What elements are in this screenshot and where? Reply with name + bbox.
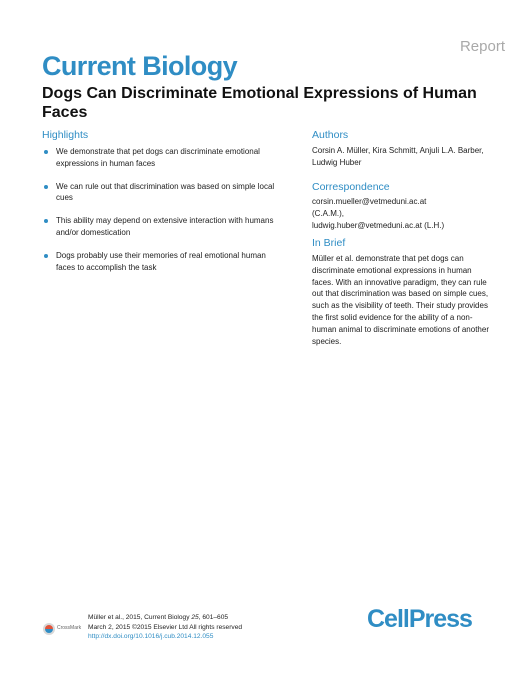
citation-line: [88, 613, 308, 623]
correspondence-heading: Correspondence: [312, 181, 390, 193]
bullet-icon: [44, 150, 48, 154]
correspondence-initials: (C.A.M.),: [312, 208, 344, 218]
doi-link[interactable]: http://dx.doi.org/10.1016/j.cub.2014.12.055: [88, 633, 214, 641]
email-link[interactable]: ludwig.huber@vetmeduni.ac.at (L.H.): [312, 220, 445, 230]
citation-block: [88, 613, 308, 642]
correspondence-block: [312, 196, 492, 231]
date-rights: March 2, 2015 ©2015 Elsevier Ltd All rights reserved: [88, 623, 243, 631]
highlights-heading: Highlights: [42, 129, 89, 141]
crossmark-label: CrossMark: [57, 625, 82, 631]
bullet-icon: [44, 219, 48, 223]
authors-heading: Authors: [312, 129, 349, 141]
in-brief-text: Müller et al. demonstrate that pet dogs can discriminate emotional expressions in human faces. With an innovative paradigm, they can rule out that discrimination was based on simple cues, such as the visibility of teeth. Their study provides the first solid evidence for the ability of a non-human animal to discriminate emotions of another species.: [312, 254, 489, 346]
highlight-item: [42, 146, 287, 170]
highlights-list: [42, 146, 287, 284]
bullet-icon: [44, 185, 48, 189]
crossmark-logo[interactable]: [42, 618, 86, 640]
citation-prefix: Müller et al., 2015, Current Biology: [88, 614, 192, 621]
article-title: Dogs Can Discriminate Emotional Expressions of Human Faces: [42, 85, 477, 121]
highlight-item: [42, 250, 287, 274]
highlight-item: [42, 215, 287, 239]
highlight-text: Dogs probably use their memories of real emotional human faces to accomplish the task: [56, 250, 266, 272]
cellpress-logo: CellPress: [367, 605, 472, 633]
highlight-text: This ability may depend on extensive interaction with humans and/or domestication: [56, 216, 274, 237]
in-brief-heading: In Brief: [312, 237, 346, 249]
highlight-text: We demonstrate that pet dogs can discriminate emotional expressions in human faces: [56, 147, 260, 168]
citation-pages: , 601–605: [198, 614, 229, 621]
email-link[interactable]: corsin.mueller@vetmeduni.ac.at: [312, 197, 427, 206]
citation-volume: 25: [191, 614, 199, 621]
authors-text: Corsin A. Müller, Kira Schmitt, Anjuli L.A. Barber, Ludwig Huber: [312, 146, 484, 167]
highlight-text: We can rule out that discrimination was based on simple local cues: [56, 181, 275, 203]
report-label: Report: [459, 38, 505, 55]
highlight-item: [42, 181, 287, 205]
journal-name: Current Biology: [42, 51, 238, 81]
bullet-icon: [44, 254, 48, 258]
